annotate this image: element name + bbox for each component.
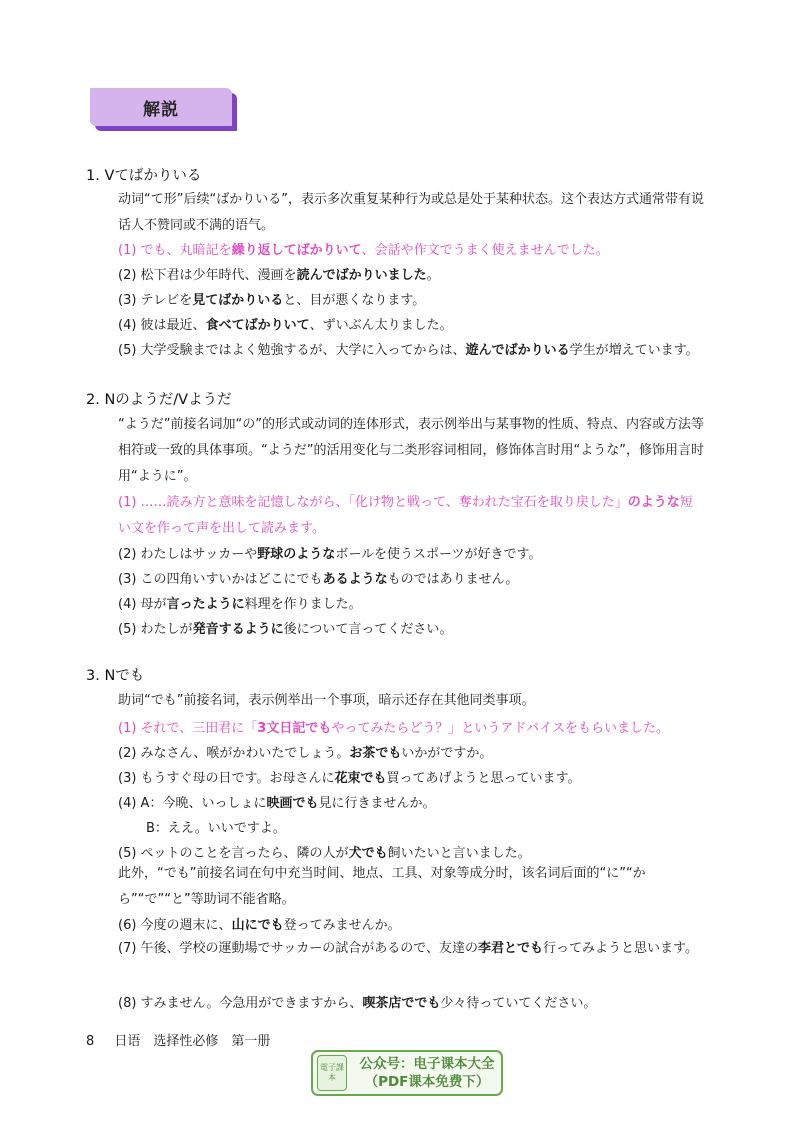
section-3-note: 此外，“でも”前接名词在句中充当时间、地点、工具、对象等成分时，该名词后面的“に”“から”“で”“と”等助词不能省略。 [118, 866, 646, 907]
page-number: 8 [86, 1034, 95, 1049]
stamp-line-2: （PDF课本免费下） [364, 1074, 490, 1090]
example-2-2: (2) わたしはサッカーや野球のようなボールを使うスポーツが好きです。 [118, 547, 542, 562]
section-2-heading: 2. Nのようだ/Vようだ [86, 392, 232, 408]
section-3-heading: 3. Nでも [86, 668, 145, 684]
example-3-3: (3) もうすぐ母の日です。お母さんに花束でも買ってあげようと思っています。 [118, 771, 581, 786]
watermark-stamp [311, 1050, 503, 1096]
section-2-description: “ようだ”前接名词加“の”的形式或动词的连体形式，表示例举出与某事物的性质、特点、内容或方法等相符或一致的具体事项。“ようだ”的活用变化与二类形容词相同，修饰体言时用“ような”，修饰用言时用“ように”。 [118, 417, 704, 484]
ebook-logo-icon: 電子課本 [317, 1055, 347, 1091]
example-3-1: (1) それで、三田君に「3文日記でもやってみたらどう？」というアドバイスをもらいました。 [118, 721, 669, 736]
example-3-6: (6) 今度の週末に、山にでも登ってみませんか。 [118, 918, 401, 933]
example-3-4: (4) A：今晩、いっしょに映画でも見に行きませんか。 [118, 796, 436, 811]
section-1-description: 动词“て形”后续“ばかりいる”，表示多次重复某种行为或总是处于某种状态。这个表达方式通常带有说话人不赞同或不满的语气。 [118, 192, 704, 233]
section-title-tab [90, 88, 232, 126]
stamp-text [353, 1055, 501, 1091]
example-1-5: (5) 大学受験まではよく勉強するが、大学に入ってからは、遊んでばかりいる学生が増えています。 [118, 343, 699, 358]
example-3-5: (5) ペットのことを言ったら、隣の人が犬でも飼いたいと言いました。 [118, 846, 531, 861]
example-2-1: (1) ……読み方と意味を記憶しながら、「化け物と戦って、奪われた宝石を取り戻した」のような短い文を作って声を出して読みます。 [118, 495, 693, 536]
example-2-3: (3) この四角いすいかはどこにでもあるようなものではありません。 [118, 572, 519, 587]
example-3-4-reply: B：ええ。いいですよ。 [146, 821, 286, 836]
example-1-4: (4) 彼は最近、食べてばかりいて、ずいぶん太りました。 [118, 318, 453, 333]
section-1-heading: 1. Vてばかりいる [86, 168, 202, 184]
example-2-5: (5) わたしが発音するように後について言ってください。 [118, 622, 453, 637]
example-3-2: (2) みなさん、喉がかわいたでしょう。お茶でもいかがですか。 [118, 746, 493, 761]
example-1-2: (2) 松下君は少年時代、漫画を読んでばかりいました。 [118, 268, 440, 283]
book-title: 日语 选择性必修 第一册 [114, 1034, 271, 1049]
section-3-description: 助词“でも”前接名词，表示例举出一个事项，暗示还存在其他同类事项。 [118, 693, 535, 708]
stamp-line-1: 公众号：电子课本大全 [359, 1056, 495, 1072]
section-title: 解説 [143, 99, 179, 120]
example-1-3: (3) テレビを見てばかりいると、目が悪くなります。 [118, 293, 426, 308]
page-footer [86, 1030, 270, 1049]
example-3-7: (7) 午後、学校の運動場でサッカーの試合があるので、友達の李君とでも行ってみようと思います。 [118, 941, 699, 956]
example-3-8: (8) すみません。今急用ができますから、喫茶店ででも少々待っていてください。 [118, 996, 597, 1011]
example-1-1: (1) でも、丸暗記を繰り返してばかりいて、会話や作文でうまく使えませんでした。 [118, 243, 609, 258]
example-2-4: (4) 母が言ったように料理を作りました。 [118, 597, 362, 612]
